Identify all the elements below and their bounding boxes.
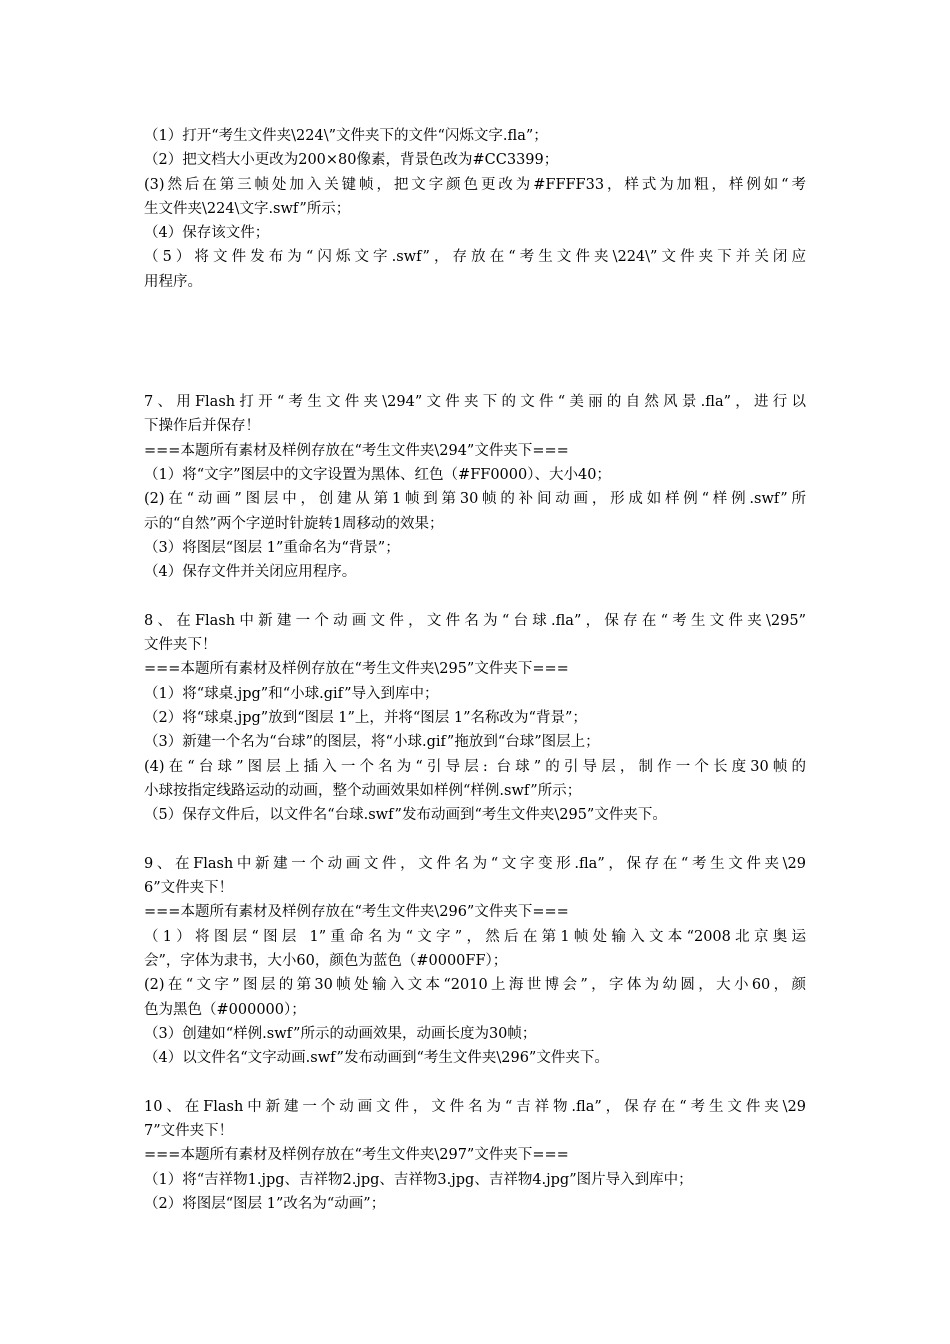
- text-line: 生文件夹\224\文字.swf”所示；: [144, 200, 351, 217]
- text-line: 会”，字体为隶书，大小60，颜色为蓝色（#0000FF）；: [144, 952, 508, 969]
- text-line: ===本题所有素材及样例存放在“考生文件夹\294”文件夹下===: [144, 442, 569, 459]
- text-line: 6”文件夹下！: [144, 880, 234, 897]
- section-gap: [144, 294, 814, 390]
- text-line: （1）打开“考生文件夹\224\”文件夹下的文件“闪烁文字.fla”；: [144, 128, 548, 144]
- text-line: （4）保存文件并关闭应用程序。: [144, 564, 357, 581]
- text-line: （4）以文件名“文字动画.swf”发布动画到“考生文件夹\296”文件夹下。: [144, 1050, 609, 1067]
- text-line: (3)然后在第三帧处加入关键帧，把文字颜色更改为#FFFF33，样式为加粗，样例如“考: [144, 176, 806, 193]
- question-title: 9、在Flash中新建一个动画文件，文件名为“文字变形.fla”，保存在“考生文件夹\29: [144, 855, 806, 872]
- text-line: (2)在“动画”图层中，创建从第1帧到第30帧的补间动画，形成如样例“样例.swf”所: [144, 491, 806, 508]
- section-gap: [144, 827, 814, 851]
- text-line: （1）将图层“图层 1”重命名为“文字”，然后在第1帧处输入文本“2008北京奥运: [144, 928, 806, 945]
- question-9: [144, 852, 814, 1071]
- question-title: 7、用Flash打开“考生文件夹\294”文件夹下的文件“美丽的自然风景.fla”，进行以: [144, 394, 806, 411]
- text-line: （3）新建一个名为“台球”的图层，将“小球.gif”拖放到“台球”图层上；: [144, 734, 600, 751]
- text-line: （2）把文档大小更改为200×80像素，背景色改为#CC3399；: [144, 152, 559, 169]
- text-line: 用程序。: [144, 273, 202, 290]
- text-line: 下操作后并保存！: [144, 418, 260, 435]
- text-line: ===本题所有素材及样例存放在“考生文件夹\296”文件夹下===: [144, 904, 569, 921]
- text-line: （3）创建如“样例.swf”所示的动画效果，动画长度为30帧；: [144, 1025, 537, 1042]
- intro-block: [144, 124, 814, 294]
- text-line: (4)在“台球”图层上插入一个名为“引导层: 台球”的引导层，制作一个长度30帧的: [144, 758, 806, 775]
- text-line: (2)在“文字”图层的第30帧处输入文本“2010上海世博会”，字体为幼圆，大小60，颜: [144, 977, 806, 994]
- text-line: 7”文件夹下！: [144, 1122, 234, 1139]
- text-line: （1）将“吉祥物1.jpg、吉祥物2.jpg、吉祥物3.jpg、吉祥物4.jpg”图片导入到库中；: [144, 1171, 693, 1188]
- text-line: （3）将图层“图层 1”重命名为“背景”；: [144, 539, 400, 556]
- text-line: （5）将文件发布为“闪烁文字.swf”，存放在“考生文件夹\224\”文件夹下并关闭应: [144, 249, 806, 266]
- section-gap: [144, 584, 814, 608]
- text-line: （1）将“文字”图层中的文字设置为黑体、红色（#FF0000）、大小40；: [144, 466, 611, 483]
- text-line: （5）保存文件后，以文件名“台球.swf”发布动画到“考生文件夹\295”文件夹下。: [144, 807, 667, 824]
- question-10: [144, 1095, 814, 1216]
- text-line: （1）将“球桌.jpg”和“小球.gif”导入到库中；: [144, 685, 439, 702]
- question-title: 10、在Flash中新建一个动画文件，文件名为“吉祥物.fla”，保存在“考生文件夹\29: [144, 1098, 806, 1115]
- text-line: 示的“自然”两个字逆时针旋转1周移动的效果；: [144, 515, 444, 532]
- text-line: （4）保存该文件；: [144, 225, 270, 242]
- text-line: ===本题所有素材及样例存放在“考生文件夹\295”文件夹下===: [144, 661, 569, 678]
- document-page: [144, 124, 814, 1216]
- question-title: 8、在Flash中新建一个动画文件，文件名为“台球.fla”，保存在“考生文件夹\295”: [144, 612, 806, 629]
- text-line: ===本题所有素材及样例存放在“考生文件夹\297”文件夹下===: [144, 1147, 569, 1164]
- text-line: 小球按指定线路运动的动画，整个动画效果如样例“样例.swf”所示；: [144, 782, 582, 799]
- question-8: [144, 609, 814, 828]
- text-line: 文件夹下！: [144, 637, 217, 654]
- text-line: 色为黑色（#000000）；: [144, 1001, 306, 1018]
- text-line: （2）将图层“图层 1”改名为“动画”；: [144, 1195, 386, 1212]
- section-gap: [144, 1070, 814, 1094]
- question-7: [144, 390, 814, 584]
- text-line: （2）将“球桌.jpg”放到“图层 1”上，并将“图层 1”名称改为“背景”；: [144, 709, 587, 726]
